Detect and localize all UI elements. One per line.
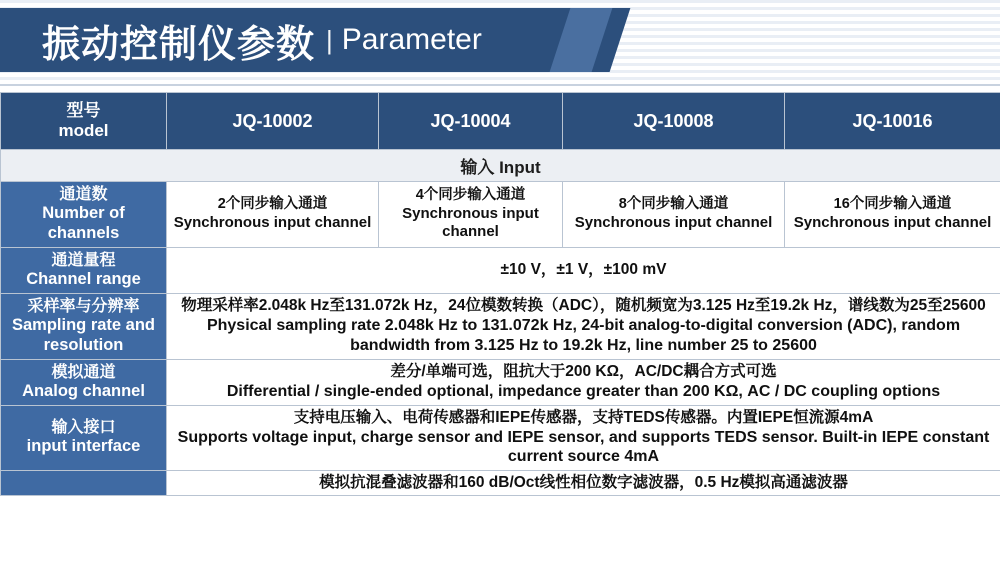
cell-filter-value [167, 470, 1000, 496]
cell-channels-model4 [785, 182, 1000, 248]
cell-sampling-rate-value [167, 293, 1000, 359]
row-label-en: Number of channels [42, 204, 125, 243]
table-row [1, 405, 1000, 470]
row-label-en: Channel range [26, 270, 141, 289]
row-label-cn: 模拟通道 [51, 363, 116, 381]
table-row [1, 182, 1000, 248]
header-model-label-cn: 型号 [66, 101, 101, 120]
section-row-input [1, 150, 1000, 182]
row-label-en: input interface [26, 437, 141, 456]
header-model-1: JQ-10002 [167, 93, 379, 150]
cell-channels-model2 [379, 182, 563, 248]
page-title [42, 12, 482, 68]
page-title-cn: 振动控制仪参数 [42, 23, 316, 66]
row-label-en: Analog channel [22, 381, 145, 400]
cell-cn: 物理采样率2.048k Hz至131.072k Hz，24位模数转换（ADC），随机频宽为3.125 Hz至19.2k Hz，谱线数为25至25600 [181, 297, 986, 315]
cell-en: Synchronous input channel [402, 205, 539, 241]
cell-channels-model3 [563, 182, 785, 248]
row-label-number-of-channels [1, 182, 167, 248]
header-model-3: JQ-10008 [563, 93, 785, 150]
cell-cn: 16个同步输入通道 [833, 196, 952, 213]
cell-cn: 差分/单端可选，阻抗大于200 KΩ，AC/DC耦合方式可选 [390, 362, 777, 380]
cell-channels-model1 [167, 182, 379, 248]
header-model-label-en: model [58, 121, 109, 141]
cell-cn: 8个同步输入通道 [618, 196, 729, 213]
row-label-cn: 通道数 [59, 186, 108, 204]
row-label-en: Sampling rate and resolution [11, 316, 156, 354]
page-title-en: Parameter [341, 23, 482, 56]
header-model-label [1, 93, 167, 150]
cell-channel-range-value [167, 247, 1000, 293]
cell-en: Synchronous input channel [574, 214, 773, 232]
spec-table [0, 92, 1000, 496]
table-row [1, 470, 1000, 496]
cell-cn: 4个同步输入通道 [415, 187, 526, 204]
row-label-analog-channel [1, 359, 167, 405]
row-label-cn: 输入接口 [51, 419, 116, 437]
page-header [0, 0, 1000, 86]
table-row [1, 359, 1000, 405]
cell-input-interface-value [167, 405, 1000, 470]
cell-en: Differential / single-ended optional, impedance greater than 200 KΩ, AC / DC coupling options [226, 382, 941, 400]
table-row [1, 247, 1000, 293]
row-label-input-interface [1, 405, 167, 470]
cell-cn: ±10 V，±1 V，±100 mV [500, 260, 667, 278]
cell-en: Supports voltage input, charge sensor and IEPE sensor, and supports TEDS sensor. Built-in IEPE constant current source 4mA [177, 428, 990, 466]
cell-en: Physical sampling rate 2.048k Hz to 131.072k Hz, 24-bit analog-to-digital conversion (ADC), random bandwidth from 3.125 Hz to 19.2k Hz, line number 25 to 25600 [206, 317, 961, 354]
row-label-channel-range [1, 247, 167, 293]
header-model-2: JQ-10004 [379, 93, 563, 150]
row-label-cn: 通道量程 [51, 251, 116, 269]
row-label-cn: 采样率与分辨率 [27, 297, 140, 315]
header-divider [0, 84, 1000, 86]
cell-analog-channel-value [167, 359, 1000, 405]
row-label-sampling-rate-and-resolution [1, 293, 167, 359]
table-row [1, 293, 1000, 359]
cell-cn: 2个同步输入通道 [217, 196, 328, 213]
row-label-filter [1, 470, 167, 496]
header-model-4: JQ-10016 [785, 93, 1000, 150]
table-header-row [1, 93, 1000, 150]
cell-en: Synchronous input channel [173, 214, 372, 232]
cell-cn: 支持电压输入、电荷传感器和IEPE传感器，支持TEDS传感器。内置IEPE恒流源4mA [293, 408, 874, 426]
spec-table-container [0, 92, 1000, 496]
page-title-separator: | [326, 24, 333, 55]
section-label-input: 输入 Input [1, 150, 1000, 182]
cell-cn: 模拟抗混叠滤波器和160 dB/Oct线性相位数字滤波器，0.5 Hz模拟高通滤波器 [319, 473, 848, 491]
cell-en: Synchronous input channel [793, 214, 992, 232]
